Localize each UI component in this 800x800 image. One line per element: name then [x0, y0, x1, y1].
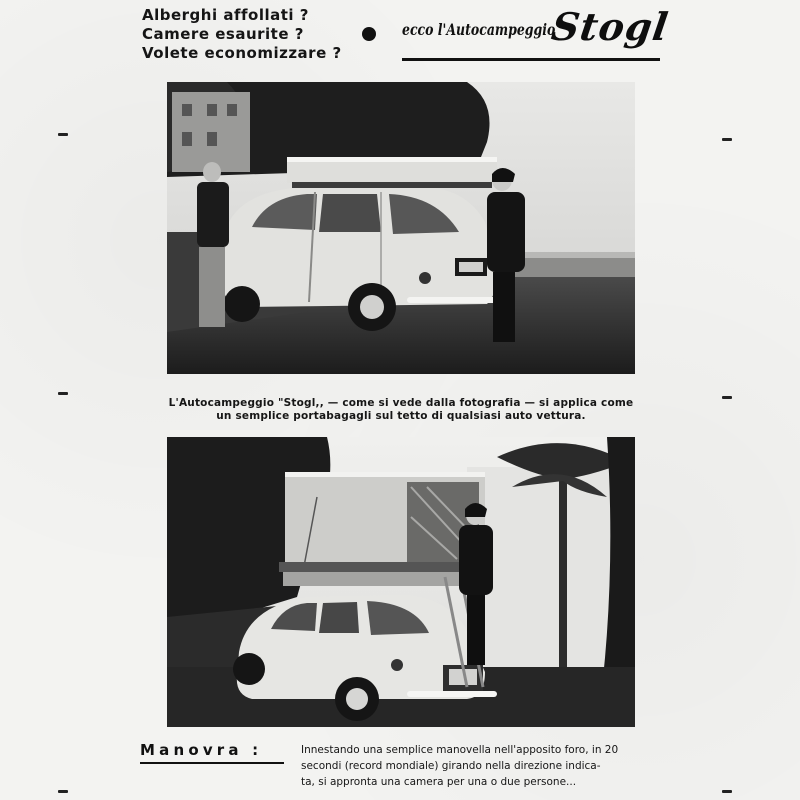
bullet-dot-icon: [362, 27, 376, 41]
print-speck: [722, 138, 732, 141]
manovra-line: ta, si approntа una camera per una o due persone...: [301, 776, 577, 788]
caption-line: un semplice portabagagli sul tetto di qualsiasi auto vettura.: [216, 410, 586, 422]
headline-questions: [142, 6, 362, 63]
caption-line: L'Autocampeggio "Stogl,, — come si vede dalla fotografia — si applica come: [168, 397, 634, 409]
manovra-line: secondi (record mondiale) girando nella direzione indica-: [301, 760, 601, 772]
print-speck: [58, 133, 68, 136]
brand-lead-text: ecco l'Autocampeggio: [402, 20, 556, 39]
photo-car-folded-tent: [167, 82, 635, 374]
print-speck: [722, 790, 732, 793]
manovra-heading: Manovra :: [140, 741, 263, 759]
photo-caption: [140, 397, 662, 423]
headline-line: Camere esaurite ?: [142, 25, 304, 43]
print-speck: [58, 392, 68, 395]
print-speck: [722, 396, 732, 399]
print-speck: [58, 790, 68, 793]
car-with-folded-roof-tent-photo: [167, 82, 635, 374]
manovra-underline: [140, 762, 284, 764]
manovra-paragraph: [301, 742, 665, 790]
headline-line: Volete economizzare ?: [142, 44, 342, 62]
car-with-opened-roof-tent-photo: [167, 437, 635, 727]
brand-name-logo: Stogl: [548, 4, 672, 49]
headline-line: Alberghi affollati ?: [142, 6, 309, 24]
photo-car-opened-tent: [167, 437, 635, 727]
brand-heading: [402, 4, 672, 62]
manovra-line: Innestando una semplice manovella nell'apposito foro, in 20: [301, 744, 619, 756]
brand-underline: [402, 58, 660, 61]
